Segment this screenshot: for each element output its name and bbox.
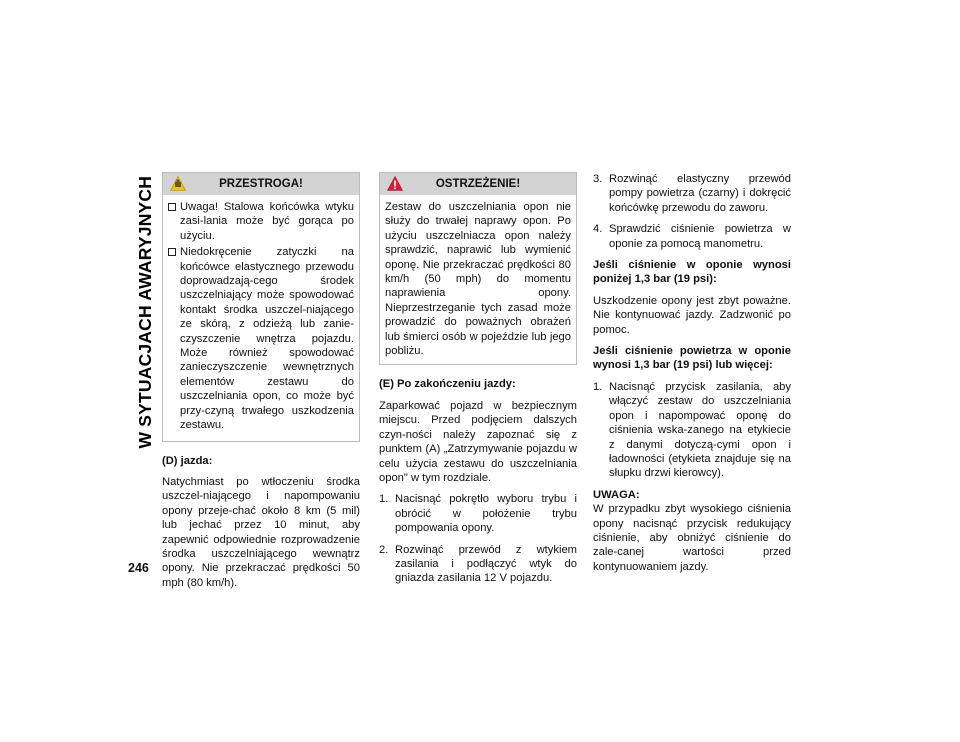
step-text: Rozwinąć przewód z wtykiem zasilania i podłączyć wtyk do gniazda zasilania 12 V pojazdu. <box>395 543 577 585</box>
step-number: 1. <box>379 493 389 506</box>
low-pressure-text: Uszkodzenie opony jest zbyt poważne. Nie kontynuować jazdy. Zadzwonić po pomoc. <box>593 294 791 336</box>
step-text: Nacisnąć pokrętło wyboru trybu i obrócić w położenie trybu pompowania opony. <box>395 493 577 535</box>
caution-item-text: Uwaga! Stalowa końcówka wtyku zasi-lania może być gorąca po użyciu. <box>180 201 354 242</box>
step-number: 4. <box>593 223 603 236</box>
warning-box <box>379 172 577 365</box>
step-item <box>593 380 791 481</box>
note-text: W przypadku zbyt wysokiego ciśnienia opony nacisnąć przycisk redukujący ciśnienie, aby obniżyć ciśnienie do zale-canej wartości przed kontynuowaniem jazdy. <box>593 503 791 573</box>
column-3 <box>593 172 791 574</box>
step-item <box>593 222 791 251</box>
step-text: Sprawdzić ciśnienie powietrza w oponie za pomocą manometru. <box>609 223 791 250</box>
caution-item <box>168 200 354 243</box>
step-item <box>593 172 791 215</box>
column-2 <box>379 172 577 586</box>
caution-header <box>163 173 359 195</box>
caution-item-text: Niedokręcenie zatyczki na końcówce elastycznego przewodu doprowadzają-cego środek uszczelniający może spowodować kontakt środka uszczel-niającego ze skórą, z odzieżą lub zanie-czyszczenie wnętrza pojazdu. Może również spowodować zanieczyszczenie wewnętrznych elementów zestawu do uszczelniania opon, co może być przy-czyną trwałego uszkodzenia zestawu. <box>180 246 354 432</box>
step-text: Rozwinąć elastyczny przewód pompy powietrza (czarny) i dokręcić końcówkę przewodu do zaworu. <box>609 173 791 214</box>
column-1 <box>162 172 360 590</box>
chapter-title: W SYTUACJACH AWARYJNYCH <box>134 175 155 449</box>
caution-body <box>163 195 359 441</box>
step-item <box>379 543 577 586</box>
step-text: Nacisnąć przycisk zasilania, aby włączyć zestaw do uszczelniania opon i napompować oponę do ciśnienia wska-zanego na etykiecie z danymi dotyczą-cymi opon i ładowności (etykieta znajduje się na słupku drzwi kierowcy). <box>609 380 791 480</box>
step-number: 2. <box>379 543 389 556</box>
section-heading-d: (D) jazda: <box>162 454 213 467</box>
chapter-side-tab <box>130 172 160 452</box>
section-heading-e: (E) Po zakończeniu jazdy: <box>379 378 516 391</box>
warning-icon <box>387 176 403 191</box>
page-number: 246 <box>128 561 149 575</box>
step-number: 1. <box>593 380 603 393</box>
caution-title: PRZESTROGA! <box>219 177 303 190</box>
section-text-e: Zaparkować pojazd w bezpiecznym miejscu. Przed podjęciem dalszych czyn-ności należy zapoznać się z punktem (A) „Zatrzymywanie pojazdu w celu użycia zestawu do uszczelniania opon" w tym rozdziale. <box>379 399 577 484</box>
caution-box <box>162 172 360 442</box>
warning-header <box>380 173 576 195</box>
high-pressure-heading: Jeśli ciśnienie powietrza w oponie wynosi 1,3 bar (19 psi) lub więcej: <box>593 345 791 372</box>
low-pressure-heading: Jeśli ciśnienie w oponie wynosi poniżej 1,3 bar (19 psi): <box>593 259 791 286</box>
note-label: UWAGA: <box>593 488 640 501</box>
step-item <box>379 492 577 535</box>
step-number: 3. <box>593 173 603 185</box>
checkbox-bullet-icon <box>168 248 176 256</box>
caution-icon <box>170 176 186 191</box>
section-text-d: Natychmiast po wtłoczeniu środka uszczel-niającego i napompowaniu opony przeje-chać około 8 km (5 mil) lub jechać przez 10 minut, aby zapewnić odpowiednie rozprowadzenie środka uszczelniającego wewnątrz opony. Nie przekraczać prędkości 50 mph (80 km/h). <box>162 475 360 589</box>
warning-title: OSTRZEŻENIE! <box>435 177 521 190</box>
warning-body <box>380 195 576 364</box>
caution-item <box>168 245 354 432</box>
checkbox-bullet-icon <box>168 203 176 211</box>
warning-text: Zestaw do uszczelniania opon nie służy do trwałej naprawy opon. Po użyciu uszczelniacza opon należy sprawdzić, naprawić lub wymienić oponę. Nie przekraczać prędkości 80 km/h (50 mph) do momentu naprawienia opony. Nieprzestrzeganie tych zasad może prowadzić do poważnych obrażeń lub śmierci osób w pojeździe lub jego pobliżu. <box>385 201 571 358</box>
